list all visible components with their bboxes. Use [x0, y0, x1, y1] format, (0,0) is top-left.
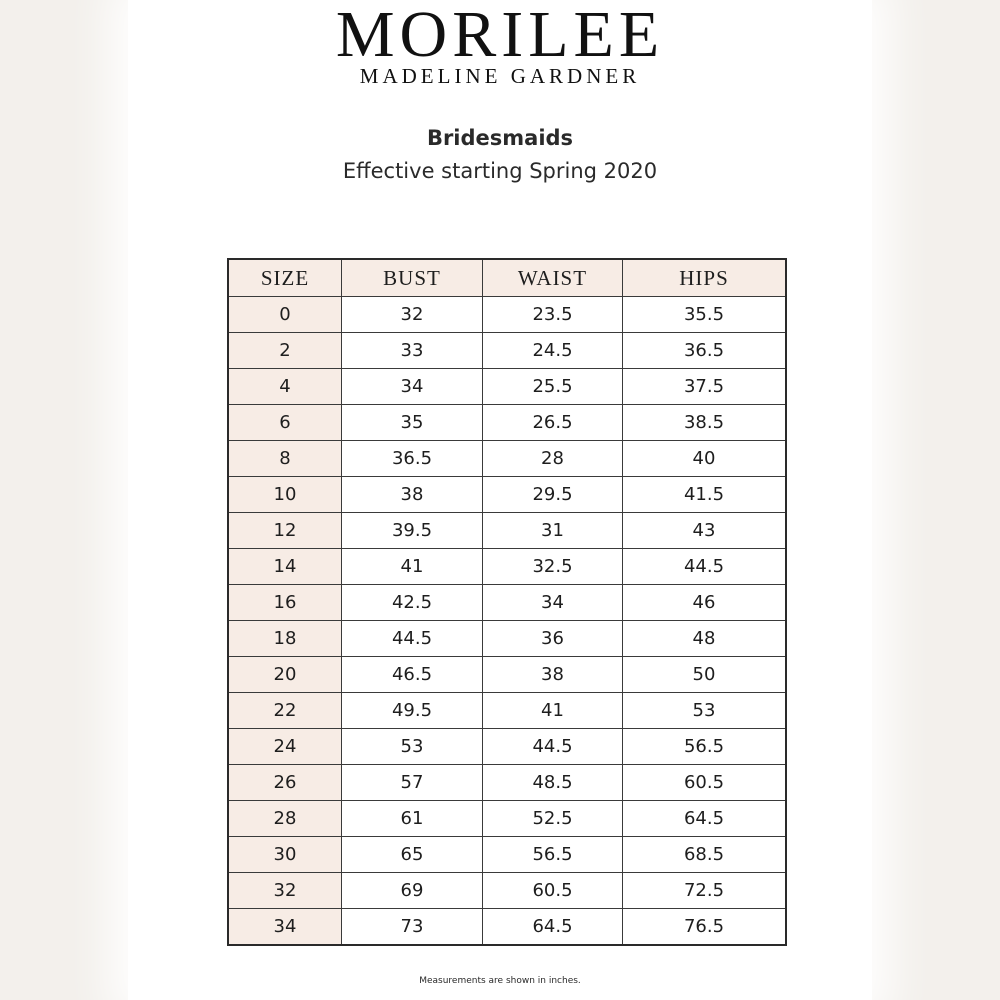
bust-cell: 61 — [342, 801, 483, 837]
bust-cell: 73 — [342, 909, 483, 946]
column-header-waist: WAIST — [483, 259, 623, 297]
bust-cell: 46.5 — [342, 657, 483, 693]
waist-cell: 28 — [483, 441, 623, 477]
bust-cell: 33 — [342, 333, 483, 369]
waist-cell: 48.5 — [483, 765, 623, 801]
hips-cell: 38.5 — [623, 405, 787, 441]
hips-cell: 60.5 — [623, 765, 787, 801]
size-cell: 24 — [228, 729, 342, 765]
hips-cell: 53 — [623, 693, 787, 729]
table-row — [228, 693, 786, 729]
hips-cell: 35.5 — [623, 297, 787, 333]
size-cell: 12 — [228, 513, 342, 549]
hips-cell: 41.5 — [623, 477, 787, 513]
waist-cell: 31 — [483, 513, 623, 549]
table-row — [228, 765, 786, 801]
waist-cell: 44.5 — [483, 729, 623, 765]
table-row — [228, 621, 786, 657]
size-cell: 28 — [228, 801, 342, 837]
sub-brand: MADELINE GARDNER — [359, 64, 641, 88]
bust-cell: 57 — [342, 765, 483, 801]
waist-cell: 29.5 — [483, 477, 623, 513]
hips-cell: 44.5 — [623, 549, 787, 585]
table-row — [228, 297, 786, 333]
table-row — [228, 873, 786, 909]
hips-cell: 40 — [623, 441, 787, 477]
waist-cell: 56.5 — [483, 837, 623, 873]
size-cell: 2 — [228, 333, 342, 369]
size-cell: 26 — [228, 765, 342, 801]
hips-cell: 37.5 — [623, 369, 787, 405]
hips-cell: 64.5 — [623, 801, 787, 837]
size-cell: 34 — [228, 909, 342, 946]
footnote: Measurements are shown in inches. — [419, 976, 581, 986]
waist-cell: 64.5 — [483, 909, 623, 946]
size-chart-table — [227, 258, 787, 946]
table-row — [228, 801, 786, 837]
size-cell: 4 — [228, 369, 342, 405]
waist-cell: 52.5 — [483, 801, 623, 837]
size-cell: 8 — [228, 441, 342, 477]
bust-cell: 36.5 — [342, 441, 483, 477]
page-subtitle: Effective starting Spring 2020 — [342, 159, 658, 183]
size-cell: 0 — [228, 297, 342, 333]
table-row — [228, 657, 786, 693]
bust-cell: 44.5 — [342, 621, 483, 657]
bust-cell: 39.5 — [342, 513, 483, 549]
waist-cell: 26.5 — [483, 405, 623, 441]
bust-cell: 35 — [342, 405, 483, 441]
table-header-row — [228, 259, 786, 297]
column-header-bust: BUST — [342, 259, 483, 297]
waist-cell: 23.5 — [483, 297, 623, 333]
bust-cell: 38 — [342, 477, 483, 513]
size-cell: 32 — [228, 873, 342, 909]
size-cell: 10 — [228, 477, 342, 513]
size-cell: 6 — [228, 405, 342, 441]
hips-cell: 56.5 — [623, 729, 787, 765]
bust-cell: 69 — [342, 873, 483, 909]
bust-cell: 53 — [342, 729, 483, 765]
size-cell: 20 — [228, 657, 342, 693]
bust-cell: 49.5 — [342, 693, 483, 729]
size-cell: 30 — [228, 837, 342, 873]
table-row — [228, 909, 786, 946]
hips-cell: 36.5 — [623, 333, 787, 369]
hips-cell: 76.5 — [623, 909, 787, 946]
table-row — [228, 369, 786, 405]
table-row — [228, 405, 786, 441]
hips-cell: 46 — [623, 585, 787, 621]
size-cell: 16 — [228, 585, 342, 621]
bust-cell: 41 — [342, 549, 483, 585]
waist-cell: 32.5 — [483, 549, 623, 585]
waist-cell: 24.5 — [483, 333, 623, 369]
hips-cell: 43 — [623, 513, 787, 549]
brand-logo: MORILEE — [335, 0, 665, 71]
waist-cell: 60.5 — [483, 873, 623, 909]
table-row — [228, 837, 786, 873]
table-row — [228, 549, 786, 585]
hips-cell: 68.5 — [623, 837, 787, 873]
hips-cell: 50 — [623, 657, 787, 693]
column-header-hips: HIPS — [623, 259, 787, 297]
column-header-size: SIZE — [228, 259, 342, 297]
page-title: Bridesmaids — [426, 126, 574, 150]
bust-cell: 42.5 — [342, 585, 483, 621]
waist-cell: 25.5 — [483, 369, 623, 405]
bust-cell: 34 — [342, 369, 483, 405]
waist-cell: 41 — [483, 693, 623, 729]
waist-cell: 36 — [483, 621, 623, 657]
size-cell: 14 — [228, 549, 342, 585]
bust-cell: 65 — [342, 837, 483, 873]
table-row — [228, 585, 786, 621]
size-cell: 22 — [228, 693, 342, 729]
bust-cell: 32 — [342, 297, 483, 333]
table-row — [228, 513, 786, 549]
waist-cell: 34 — [483, 585, 623, 621]
table-body — [228, 297, 786, 946]
table-row — [228, 729, 786, 765]
table-row — [228, 477, 786, 513]
table-row — [228, 441, 786, 477]
size-cell: 18 — [228, 621, 342, 657]
table-row — [228, 333, 786, 369]
waist-cell: 38 — [483, 657, 623, 693]
hips-cell: 72.5 — [623, 873, 787, 909]
hips-cell: 48 — [623, 621, 787, 657]
